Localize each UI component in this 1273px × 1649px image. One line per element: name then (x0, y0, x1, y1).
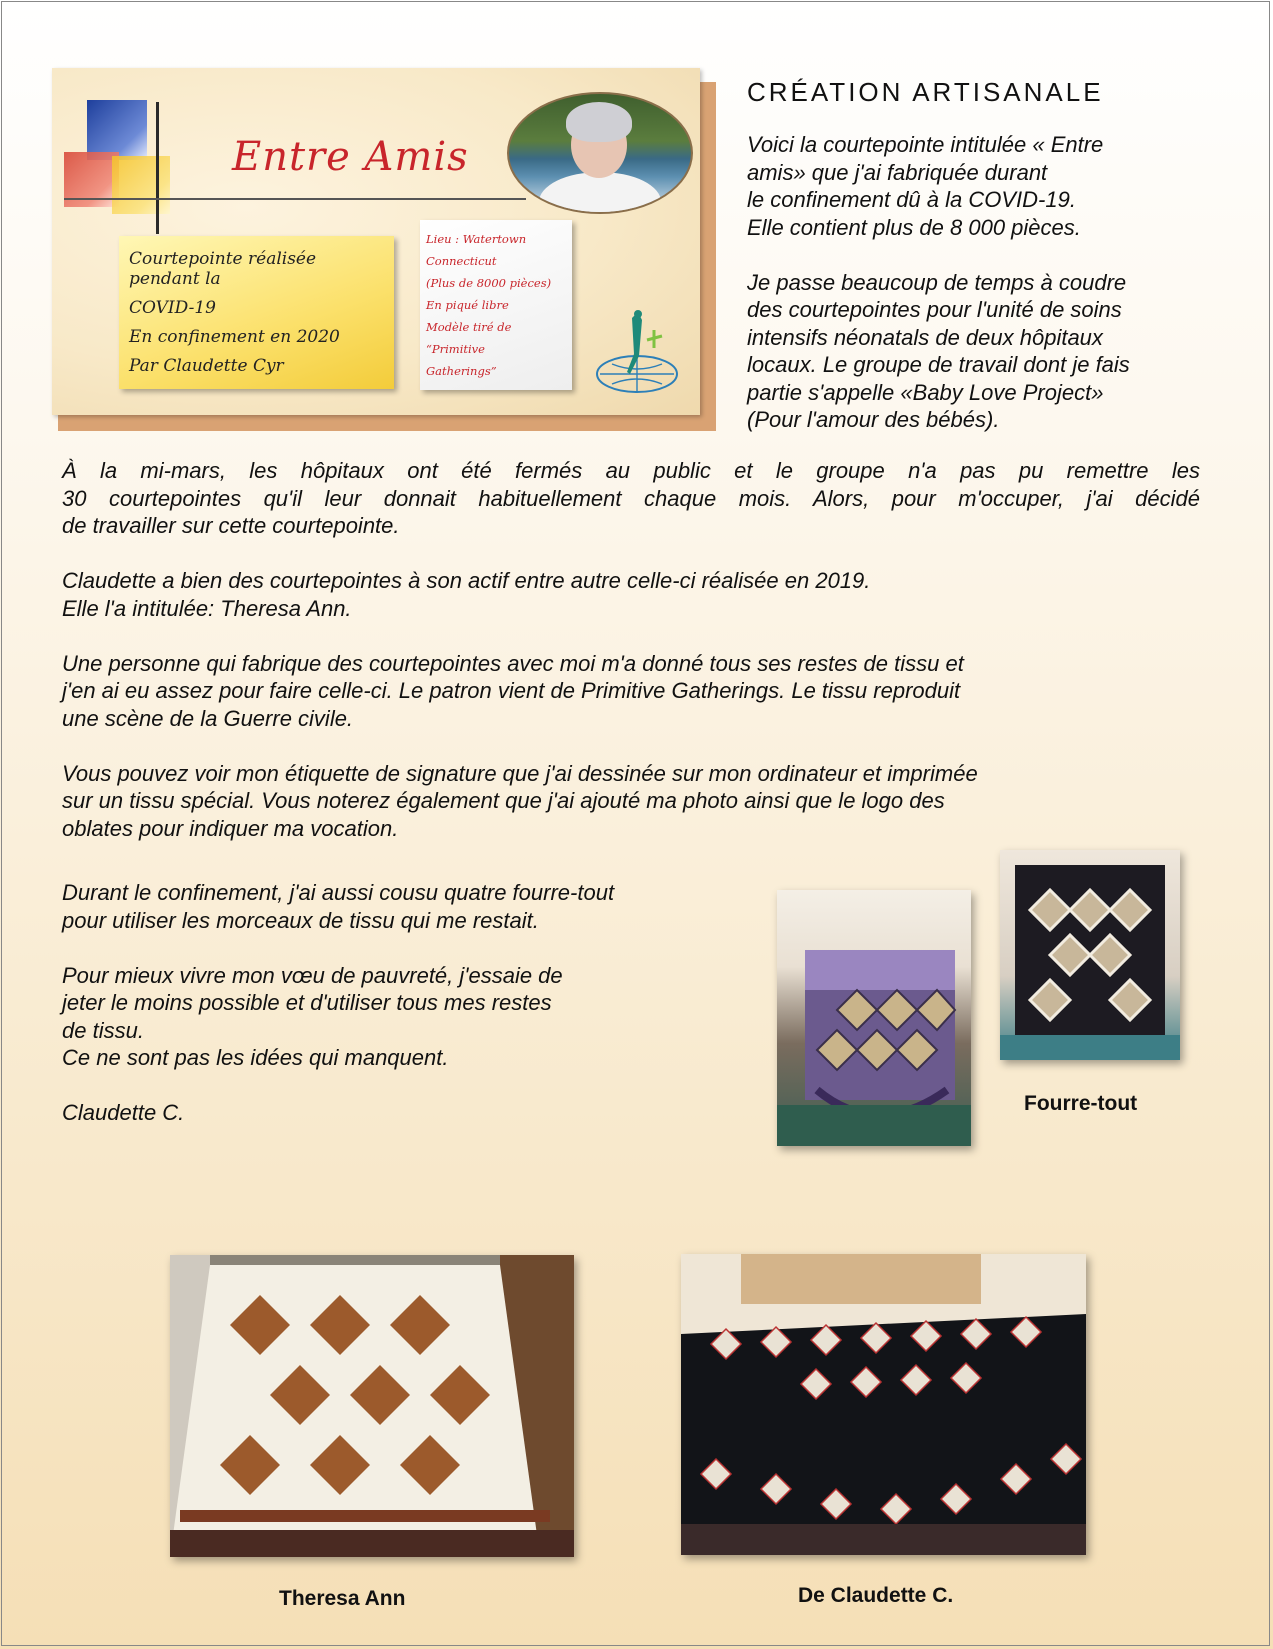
text-line: locaux. Le groupe de travail dont je fais (747, 352, 1130, 377)
tote-bag-photo-2 (1000, 850, 1180, 1060)
text-line: (Pour l'amour des bébés). (747, 407, 1000, 432)
text-line: Une personne qui fabrique des courtepointes avec moi m'a donné tous ses restes de tissu et (62, 650, 964, 676)
right-column-text (747, 131, 1237, 434)
text-line: Je passe beaucoup de temps à coudre (747, 269, 1127, 295)
caption-de-claudette: De Claudette C. (798, 1584, 954, 1607)
section-title: CRÉATION ARTISANALE (747, 77, 1104, 107)
signature-label-image (52, 68, 700, 415)
text-line: oblates pour indiquer ma vocation. (62, 815, 399, 841)
text-line: Voici la courtepointe intitulée « Entre (747, 132, 1104, 157)
yellow-note-line: Courtepointe réalisée pendant la (129, 249, 317, 289)
right-paragraph-2 (747, 269, 1237, 434)
white-note (420, 220, 572, 390)
caption-theresa-ann: Theresa Ann (279, 1587, 406, 1610)
text-line: Elle contient plus de 8 000 pièces. (747, 214, 1081, 240)
paragraph-signature (62, 760, 1200, 843)
tote-bag-photo-1 (777, 890, 971, 1146)
text-line: intensifs néonatals de deux hôpitaux (747, 324, 1103, 350)
right-paragraph-1 (747, 131, 1237, 241)
portrait-photo (507, 92, 693, 214)
text-line: Elle l'a intitulée: Theresa Ann. (62, 595, 352, 621)
theresa-ann-quilt-photo (170, 1255, 574, 1557)
vertical-rule (156, 102, 159, 234)
yellow-note-line: COVID-19 (129, 298, 216, 318)
white-note-line: Connecticut (426, 254, 497, 268)
portrait-hair (566, 102, 632, 142)
white-note-line: Lieu : Watertown (426, 232, 527, 246)
text-line: des courtepointes pour l'unité de soins (747, 297, 1122, 322)
text-line: pour utiliser les morceaux de tissu qui me restait. (62, 907, 539, 933)
portrait-shirt (539, 172, 661, 214)
yellow-note-line: En confinement en 2020 (129, 327, 340, 347)
civil-war-quilt-photo (681, 1254, 1086, 1555)
horizontal-rule (64, 198, 526, 200)
paragraph-theresa (62, 567, 1200, 622)
tote-bag-2-illustration (1000, 850, 1180, 1060)
text-line: le confinement dû à la COVID-19. (747, 187, 1076, 212)
text-line: 30 courtepointes qu'il leur donnait habituellement chaque mois. Alors, pour m'occuper, j'ai décidé (62, 485, 1200, 511)
left-column-text (62, 879, 762, 1127)
text-line: Durant le confinement, j'ai aussi cousu quatre fourre-tout (62, 880, 615, 905)
white-note-line: Modèle tiré de “Primitive (426, 320, 512, 356)
text-line: Claudette a bien des courtepointes à son actif entre autre celle-ci réalisée en 2019. (62, 568, 871, 593)
white-note-line: En piqué libre (426, 298, 509, 312)
text-line: Ce ne sont pas les idées qui manquent. (62, 1045, 449, 1070)
text-line: À la mi-mars, les hôpitaux ont été fermés au public et le groupe n'a pas pu remettre les (62, 458, 1200, 483)
theresa-ann-quilt-illustration (170, 1255, 574, 1557)
text-line: une scène de la Guerre civile. (62, 705, 354, 731)
text-line: amis» que j'ai fabriquée durant (747, 159, 1048, 185)
text-line: de travailler sur cette courtepointe. (62, 513, 400, 538)
full-width-text (62, 457, 1200, 842)
civil-war-quilt-illustration (681, 1254, 1086, 1555)
label-title: Entre Amis (232, 134, 469, 180)
paragraph-tote-bags (62, 879, 762, 934)
paragraph-fabric (62, 650, 1200, 733)
text-line: Claudette C. (62, 1100, 185, 1125)
text-line: jeter le moins possible et d'utiliser tous mes restes (62, 990, 552, 1015)
text-line: de tissu. (62, 1017, 144, 1043)
text-line: Pour mieux vivre mon vœu de pauvreté, j'essaie de (62, 962, 563, 988)
paragraph-poverty (62, 962, 762, 1072)
yellow-square-decoration (112, 156, 170, 214)
text-line: j'en ai eu assez pour faire celle-ci. Le patron vient de Primitive Gatherings. Le tissu reproduit (62, 678, 961, 703)
blue-square-decoration (87, 100, 147, 160)
white-note-line: Gatherings” (426, 364, 497, 378)
paragraph-signoff (62, 1099, 762, 1127)
paragraph-hospitals (62, 457, 1200, 540)
text-line: Vous pouvez voir mon étiquette de signature que j'ai dessinée sur mon ordinateur et imprimée (62, 760, 978, 786)
yellow-note-line: Par Claudette Cyr (129, 356, 284, 376)
oblates-logo-icon (592, 308, 682, 396)
text-line: partie s'appelle «Baby Love Project» (747, 379, 1104, 405)
yellow-note (119, 236, 394, 389)
text-line: sur un tissu spécial. Vous noterez également que j'ai ajouté ma photo ainsi que le logo des (62, 788, 945, 813)
caption-fourre-tout: Fourre-tout (1024, 1092, 1138, 1115)
white-note-line: (Plus de 8000 pièces) (426, 276, 552, 290)
tote-bag-1-illustration (777, 890, 971, 1146)
